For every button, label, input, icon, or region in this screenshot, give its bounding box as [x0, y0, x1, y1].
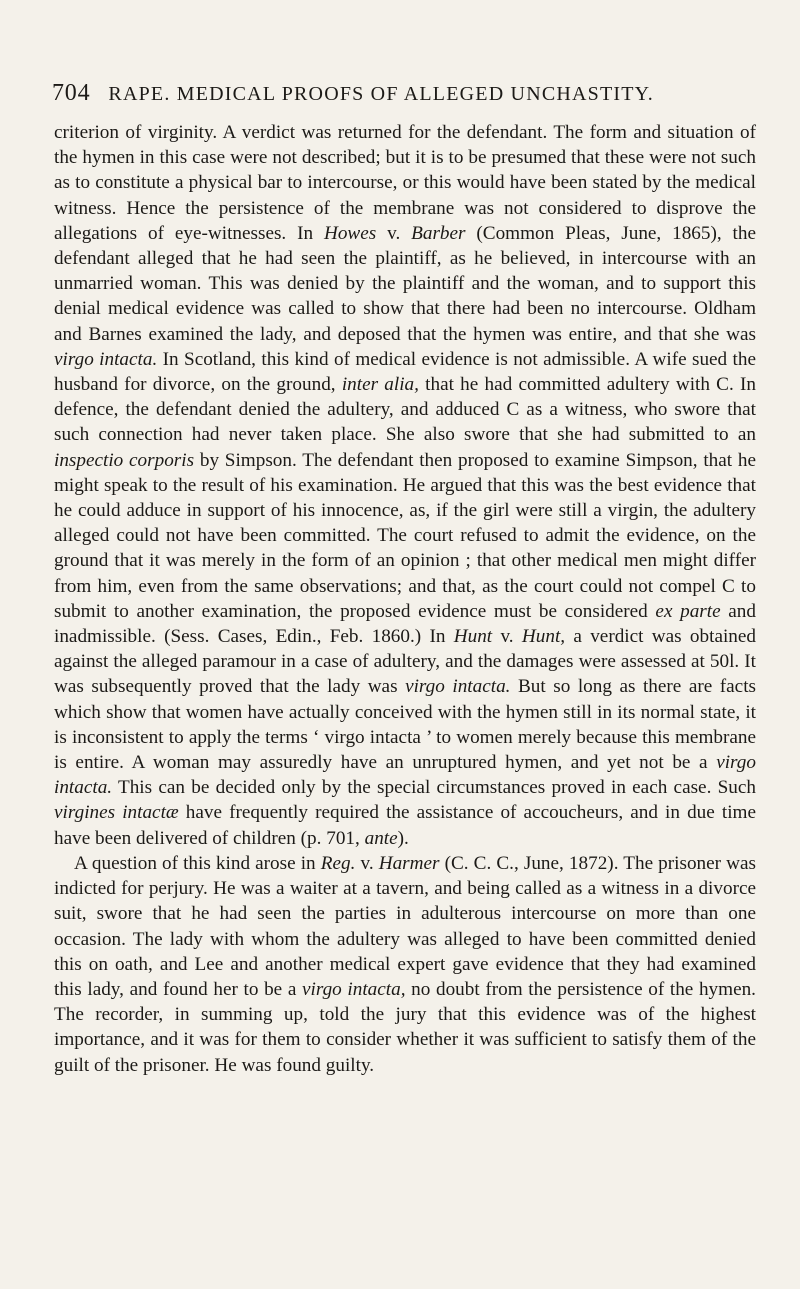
text-segment: In Scotland, this kind of medical evidence is not admissible. A wife sued the husband for divorce, on the ground, [54, 348, 756, 396]
italic-text: virgo intacta. [54, 752, 756, 799]
italic-text: inter alia, [341, 374, 419, 396]
text-segment: no doubt from the persistence of the hymen. The recorder, in summing up, told the jury that this evidence was of the highest importance, and it was for them to consider whether it was sufficient to satisfy them of the guilt of the prisoner. He was found guilty. [54, 978, 756, 1076]
text-segment: a verdict was obtained against the alleged paramour in a case of adultery, and the damages were assessed at 50l. It was subsequently proved that the lady was [54, 626, 756, 698]
italic-text: Hunt [453, 626, 493, 648]
text-segment: v. [492, 626, 522, 648]
text-segment: that he had committed adultery with C. In defence, the defendant denied the adultery, and adduced C as a witness, who swore that such connection had never taken place. She also swore that she had submitted to an [54, 374, 756, 446]
text-segment: A question of this kind arose in [74, 852, 321, 874]
italic-text: virgo intacta. [405, 676, 511, 698]
text-segment: (Common Pleas, June, 1865), the defendant alleged that he had seen the plaintiff, as he believed, in intercourse with an unmarried woman. This was denied by the plaintiff and the woman, and to support this denial medical evidence was called to show that there had been no intercourse. Oldham and Barnes examined the lady, and deposed that the hymen was entire, and that she was [54, 222, 756, 345]
italic-text: Howes [323, 222, 377, 244]
italic-text: Harmer [378, 852, 440, 874]
text-segment: v. [355, 852, 379, 874]
text-segment: by Simpson. The defendant then proposed to examine Simpson, that he might speak to the result of his examination. He argued that this was the best evidence that he could adduce in support of his innocence, as, if the girl were still a virgin, the adultery alleged could not have been committed. The court refused to admit the evidence, on the ground that it was merely in the form of an opinion ; that other medical men might differ from him, even from the same observations; and that, as the court could not compel C to submit to another examination, the proposed evidence must be considered [54, 449, 756, 622]
page-header [52, 80, 750, 107]
text-segment: v. [376, 222, 412, 244]
text-segment: have frequently required the assistance of accoucheurs, and in due time have been delivered of children (p. 701, [54, 802, 756, 849]
text-segment: But so long as there are facts which show that women have actually conceived with the hymen still in its normal state, it is inconsistent to apply the terms ‘ virgo intacta ’ to women merely because this membrane is entire. A woman may assuredly have an unruptured hymen, and yet not be a [54, 676, 756, 774]
text-segment: (C. C. C., June, 1872). The prisoner was indicted for perjury. He was a waiter at a tavern, and being called as a witness in a divorce suit, swore that he had seen the parties in adulterous intercourse on more than one occasion. The lady with whom the adultery was alleged to have been committed denied this on oath, and Lee and another medical expert gave evidence that they had examined this lady, and found her to be a [54, 852, 756, 1000]
paragraph [54, 120, 756, 851]
italic-text: virgo intacta. [54, 348, 158, 370]
running-title: RAPE. MEDICAL PROOFS OF ALLEGED UNCHASTITY. [108, 83, 654, 105]
text-segment: criterion of virginity. A verdict was returned for the defendant. The form and situation of the hymen in this case were not described; but it is to be presumed that these were not such as to constitute a physical bar to intercourse, or this would have been stated by the medical witness. Hence the persistence of the membrane was not considered to disprove the allegations of eye-witnesses. In [54, 122, 756, 244]
text-segment: This can be decided only by the special circumstances proved in each case. Such [112, 777, 756, 799]
italic-text: Reg. [320, 852, 356, 874]
italic-text: virgines intactæ [54, 802, 179, 824]
text-segment: ). [397, 827, 409, 849]
text-segment: and inadmissible. (Sess. Cases, Edin., Feb. 1860.) In [54, 600, 756, 648]
body-text [54, 120, 756, 1078]
italic-text: inspectio corporis [54, 449, 195, 471]
page-number: 704 [52, 80, 91, 106]
paragraph [54, 851, 756, 1078]
italic-text: Hunt, [521, 626, 566, 648]
italic-text: ante [364, 827, 398, 849]
italic-text: Barber [411, 222, 466, 244]
italic-text: ex parte [655, 600, 721, 622]
italic-text: virgo intacta, [301, 978, 406, 1000]
